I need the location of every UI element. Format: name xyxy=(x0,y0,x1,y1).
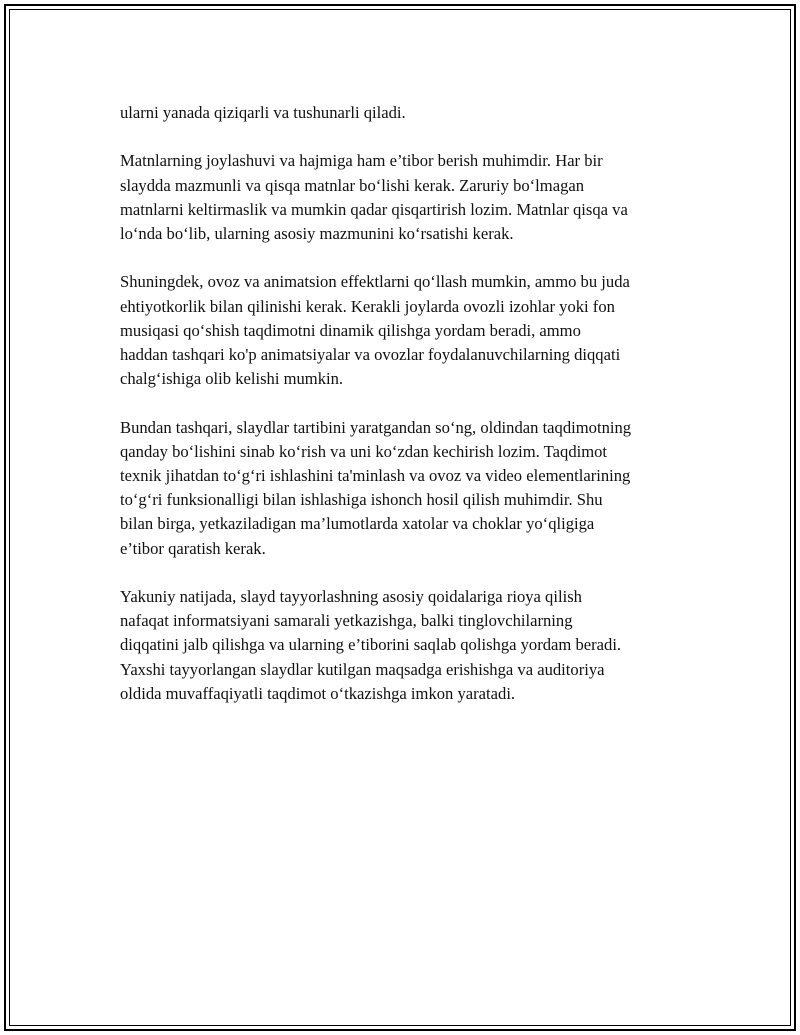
text-line: to‘g‘ri funksionalligi bilan ishlashiga ishonch hosil qilish muhimdir. Shu xyxy=(120,490,603,510)
text-line: ularni yanada qiziqarli va tushunarli qiladi. xyxy=(120,103,406,122)
text-line: Bundan tashqari, slaydlar tartibini yaratgandan so‘ng, oldindan taqdimotning xyxy=(120,417,632,437)
text-line: slaydda mazmunli va qisqa matnlar bo‘lishi kerak. Zaruriy bo‘lmagan xyxy=(120,175,585,195)
text-line: ehtiyotkorlik bilan qilinishi kerak. Kerakli joylarda ovozli izohlar yoki fon xyxy=(120,296,615,316)
text-line: matnlarni keltirmaslik va mumkin qadar qisqartirish lozim. Matnlar qisqa va xyxy=(120,199,628,219)
text-line: haddan tashqari ko'p animatsiyalar va ovozlar foydalanuvchilarning diqqati xyxy=(120,345,621,364)
text-line: Matnlarning joylashuvi va hajmiga ham e’tibor berish muhimdir. Har bir xyxy=(120,151,603,171)
text-line: e’tibor qaratish kerak. xyxy=(120,538,266,558)
text-line: chalg‘ishiga olib kelishi mumkin. xyxy=(120,369,344,389)
paragraph-4 xyxy=(120,416,700,561)
paragraph-5 xyxy=(120,585,700,706)
text-line: musiqasi qo‘shish taqdimotni dinamik qilishga yordam beradi, ammo xyxy=(120,320,581,340)
text-line: Shuningdek, ovoz va animatsion effektlarni qo‘llash mumkin, ammo bu juda xyxy=(120,272,630,292)
paragraph-1 xyxy=(120,101,700,125)
text-line: Yaxshi tayyorlangan slaydlar kutilgan maqsadga erishishga va auditoriya xyxy=(120,659,605,679)
text-line: diqqatini jalb qilishga va ularning e’tiborini saqlab qolishga yordam beradi. xyxy=(120,635,622,655)
text-line: lo‘nda bo‘lib, ularning asosiy mazmunini ko‘rsatishi kerak. xyxy=(120,224,514,243)
text-line: nafaqat informatsiyani samarali yetkazishga, balki tinglovchilarning xyxy=(120,611,573,631)
text-line: qanday bo‘lishini sinab ko‘rish va uni ko‘zdan kechirish lozim. Taqdimot xyxy=(120,441,608,461)
paragraph-3 xyxy=(120,270,700,391)
text-line: oldida muvaffaqiyatli taqdimot o‘tkazishga imkon yaratadi. xyxy=(120,683,516,703)
page-frame xyxy=(4,4,796,1031)
paragraph-2 xyxy=(120,149,700,246)
text-line: texnik jihatdan to‘g‘ri ishlashini ta'minlash va ovoz va video elementlarining xyxy=(120,466,631,485)
text-line: bilan birga, yetkaziladigan ma’lumotlarda xatolar va choklar yo‘qligiga xyxy=(120,514,595,534)
text-line: Yakuniy natijada, slayd tayyorlashning asosiy qoidalariga rioya qilish xyxy=(120,587,582,606)
document-body xyxy=(120,101,700,730)
